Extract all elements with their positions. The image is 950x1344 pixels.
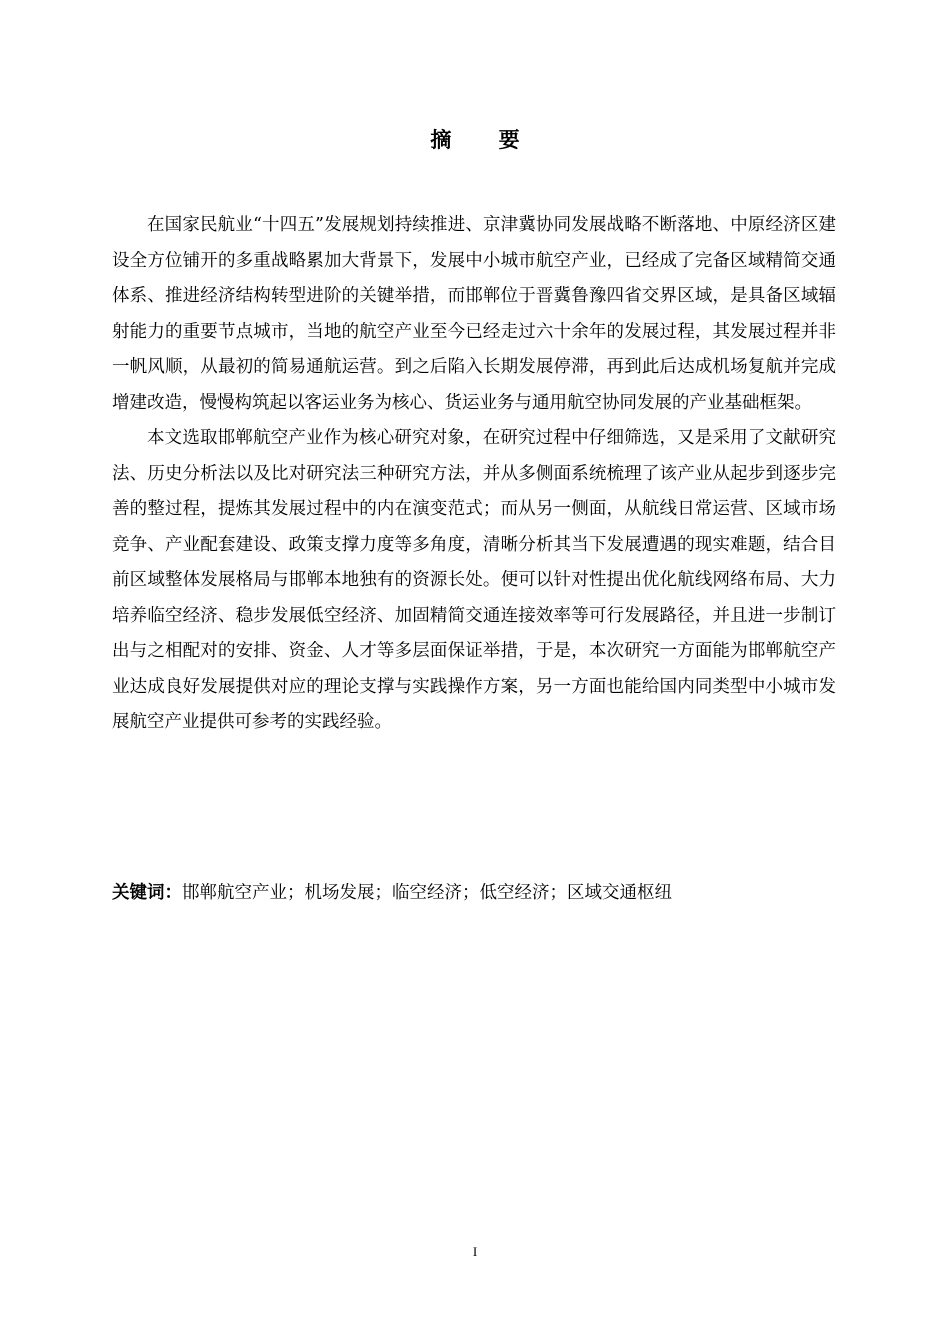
abstract-paragraph-2: 本文选取邯郸航空产业作为核心研究对象，在研究过程中仔细筛选，又是采用了文献研究法、历史分析法以及比对研究法三种研究方法，并从多侧面系统梳理了该产业从起步到逐步完善的整过程，提炼其发展过程中的内在演变范式；而从另一侧面，从航线日常运营、区域市场竞争、产业配套建设、政策支撑力度等多角度，清晰分析其当下发展遭遇的现实难题，结合目前区域整体发展格局与邯郸本地独有的资源长处。便可以针对性提出优化航线网络布局、大力培养临空经济、稳步发展低空经济、加固精简交通连接效率等可行发展路径，并且进一步制订出与之相配对的安排、资金、人才等多层面保证举措，于是，本次研究一方面能为邯郸航空产业达成良好发展提供对应的理论支撑与实践操作方案，另一方面也能给国内同类型中小城市发展航空产业提供可参考的实践经验。 xyxy=(112,428,836,732)
keywords-line xyxy=(112,876,836,911)
abstract-title: 摘 要 xyxy=(430,128,540,152)
keywords-text: 邯郸航空产业；机场发展；临空经济；低空经济；区域交通枢纽 xyxy=(182,883,672,903)
abstract-body xyxy=(112,208,836,741)
keywords-label: 关键词： xyxy=(112,883,182,903)
page-number: I xyxy=(472,1244,478,1259)
abstract-paragraph-1: 在国家民航业“十四五”发展规划持续推进、京津冀协同发展战略不断落地、中原经济区建设全方位铺开的多重战略累加大背景下，发展中小城市航空产业，已经成了完备区域精简交通体系、推进经济结构转型进阶的关键举措，而邯郸位于晋冀鲁豫四省交界区域，是具备区域辐射能力的重要节点城市，当地的航空产业至今已经走过六十余年的发展过程，其发展过程并非一帆风顺，从最初的简易通航运营。到之后陷入长期发展停滞，再到此后达成机场复航并完成增建改造，慢慢构筑起以客运业务为核心、货运业务与通用航空协同发展的产业基础框架。 xyxy=(112,215,836,413)
